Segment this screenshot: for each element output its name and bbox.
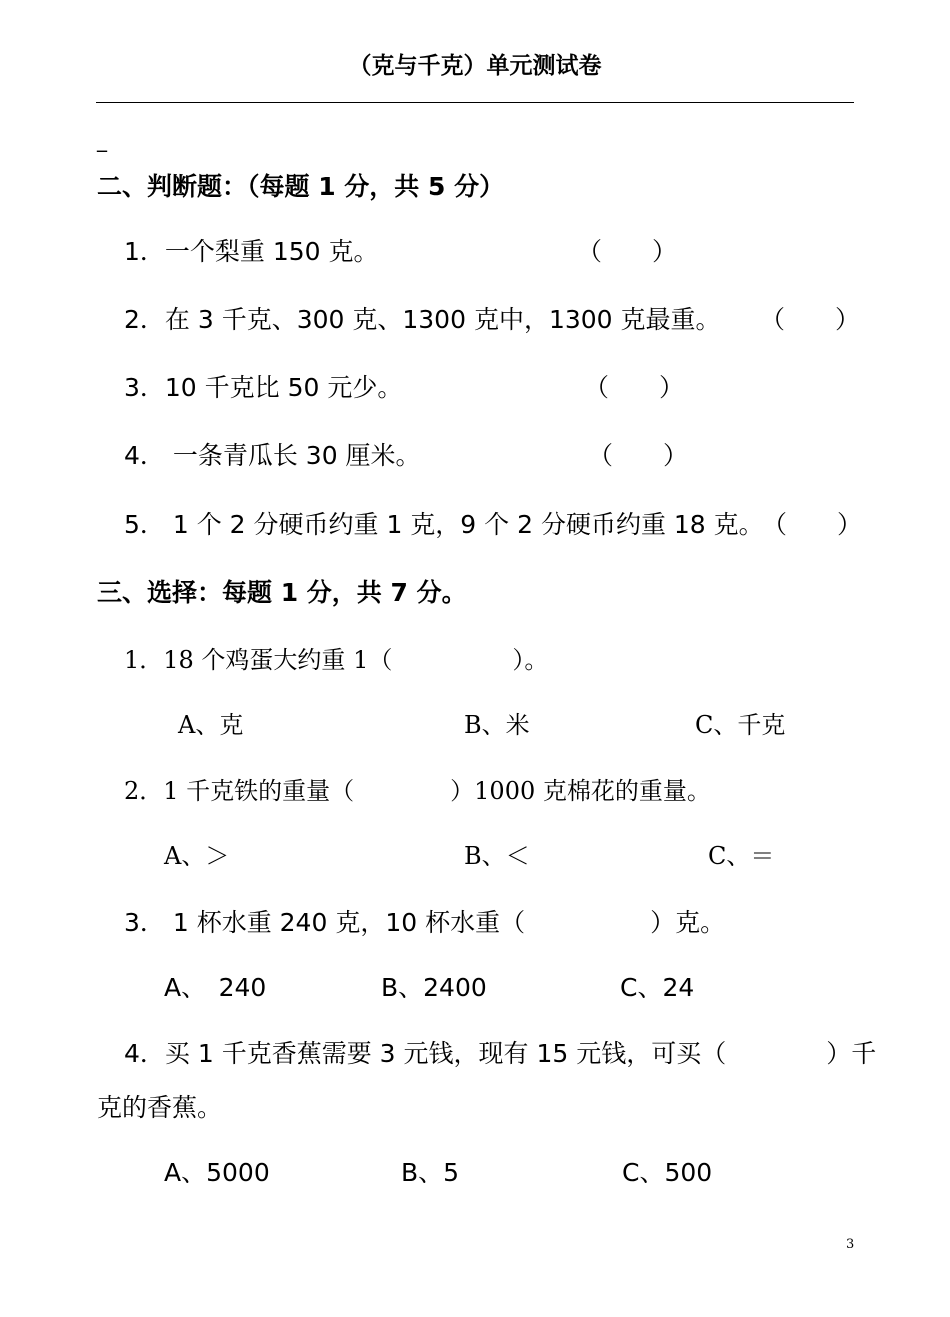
underscore-mark: _ xyxy=(97,128,107,152)
tf-answer-paren-3[interactable]: （ ） xyxy=(584,373,685,402)
mc-question-3: 3． 1 杯水重 240 克，10 杯水重（ ）克。 xyxy=(124,908,726,937)
mc-q2-option-b[interactable]: B、＜ xyxy=(464,842,530,870)
tf-question-4: 4． 一条青瓜长 30 厘米。 xyxy=(124,441,421,470)
page-header-title: （克与千克）单元测试卷 xyxy=(348,53,602,79)
mc-question-4-line1: 4．买 1 千克香蕉需要 3 元钱，现有 15 元钱，可买（ ）千 xyxy=(124,1039,877,1068)
tf-answer-paren-4[interactable]: （ ） xyxy=(588,441,689,470)
mc-question-4-line2: 克的香蕉。 xyxy=(97,1093,223,1122)
mc-q1-option-a[interactable]: A、克 xyxy=(178,711,244,739)
mc-q3-option-a[interactable]: A、 240 xyxy=(164,973,267,1002)
mc-question-1: 1．18 个鸡蛋大约重 1（ ）。 xyxy=(124,646,549,674)
tf-question-5: 5． 1 个 2 分硬币约重 1 克，9 个 2 分硬币约重 18 克。 xyxy=(124,510,764,539)
mc-q4-option-a[interactable]: A、5000 xyxy=(164,1158,270,1187)
mc-q1-option-b[interactable]: B、米 xyxy=(464,711,530,739)
mc-q3-option-b[interactable]: B、2400 xyxy=(381,973,487,1002)
mc-q3-option-c[interactable]: C、24 xyxy=(620,973,695,1002)
mc-q2-option-a[interactable]: A、＞ xyxy=(164,842,230,870)
tf-question-1: 1．一个梨重 150 克。 xyxy=(124,237,379,266)
mc-q2-option-c[interactable]: C、＝ xyxy=(708,842,775,870)
tf-answer-paren-5[interactable]: （ ） xyxy=(762,510,863,539)
tf-question-3: 3．10 千克比 50 元少。 xyxy=(124,373,403,402)
tf-question-2: 2．在 3 千克、300 克、1300 克中，1300 克最重。 xyxy=(124,305,721,334)
page-number: 3 xyxy=(846,1237,855,1252)
section3-heading: 三、选择：每题 1 分，共 7 分。 xyxy=(97,578,467,607)
header-rule xyxy=(96,102,854,103)
mc-q4-option-b[interactable]: B、5 xyxy=(401,1158,460,1187)
tf-answer-paren-2[interactable]: （ ） xyxy=(760,305,861,334)
section2-heading: 二、判断题：（每题 1 分，共 5 分） xyxy=(97,172,505,201)
mc-question-2: 2．1 千克铁的重量（ ）1000 克棉花的重量。 xyxy=(124,777,711,805)
tf-answer-paren-1[interactable]: （ ） xyxy=(577,237,678,266)
mc-q4-option-c[interactable]: C、500 xyxy=(622,1158,713,1187)
mc-q1-option-c[interactable]: C、千克 xyxy=(695,711,786,739)
